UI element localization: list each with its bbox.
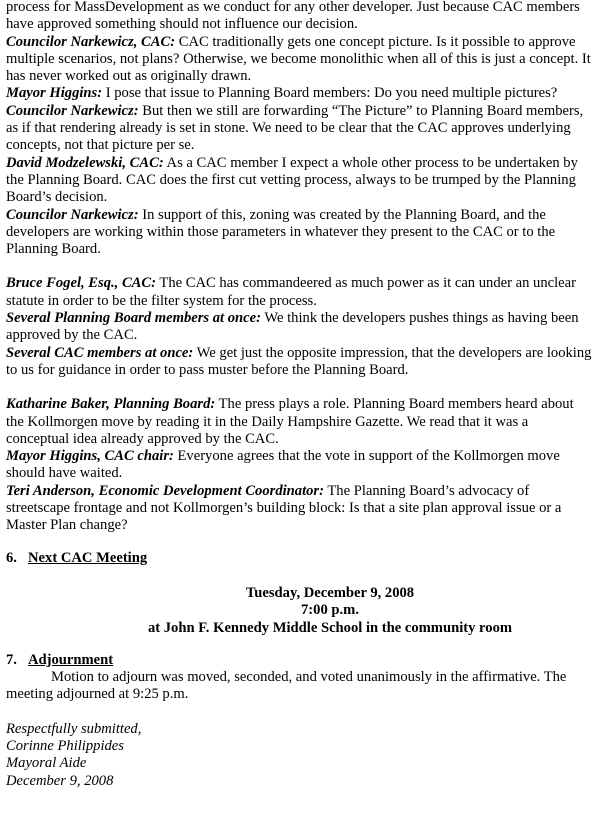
speaker-name: Several CAC members at once: [6, 344, 194, 361]
discussion-paragraph [6, 275, 594, 310]
meeting-time: 7:00 p.m. [301, 602, 359, 619]
speaker-name: Councilor Narkewicz, CAC: [6, 33, 176, 50]
discussion-paragraph [6, 0, 594, 34]
document-page [6, 0, 594, 790]
speaker-statement: The Planning Board’s advocacy of streetscape frontage and not Kollmorgen’s building block: Is that a site plan approval issue or a Master Plan change? [6, 482, 562, 534]
speaker-name: David Modzelewski, CAC: [6, 154, 164, 171]
speaker-name: Mayor Higgins: [6, 85, 103, 102]
speaker-name: Several Planning Board members at once: [6, 310, 261, 327]
speaker-name: Mayor Higgins, CAC chair: [6, 448, 174, 465]
discussion-paragraph [6, 207, 594, 259]
speaker-statement: process for MassDevelopment as we conduct for any other developer. Just because CAC members have approved something should not influence our decision. [6, 0, 580, 33]
speaker-statement: We think the developers pushes things as having been approved by the CAC. [6, 310, 579, 344]
section-number: 7. [6, 651, 17, 668]
discussion-paragraph [6, 103, 594, 155]
meeting-location: at John F. Kennedy Middle School in the community room [147, 619, 513, 636]
discussion-paragraph [6, 85, 594, 102]
speaker-statement: In support of this, zoning was created by the Planning Board, and the developers are working within those parameters in whatever they present to the CAC or to the Planning Board. [6, 206, 556, 258]
section-title: Next CAC Meeting [28, 549, 148, 566]
speaker-name: Bruce Fogel, Esq., CAC: [6, 275, 157, 292]
speaker-name: Teri Anderson, Economic Development Coordinator: [6, 482, 324, 499]
discussion-paragraph [6, 483, 594, 535]
signature-closing: Respectfully submitted, [6, 720, 142, 737]
meeting-details [66, 585, 594, 637]
speaker-statement: I pose that issue to Planning Board members: Do you need multiple pictures? [102, 85, 558, 102]
signature-date: December 9, 2008 [6, 772, 114, 789]
section-number: 6. [6, 549, 17, 566]
speaker-statement: But then we still are forwarding “The Picture” to Planning Board members, as if that rendering already is set in stone. We need to be clear that the CAC approves underlying concepts, not that picture per se. [6, 102, 584, 154]
signature-role: Mayoral Aide [6, 755, 87, 772]
discussion-paragraph [6, 310, 594, 345]
speaker-name: Councilor Narkewicz: [6, 206, 139, 223]
discussion-paragraph [6, 155, 594, 207]
section-heading-adjournment [6, 652, 594, 669]
speaker-name: Katharine Baker, Planning Board: [6, 396, 216, 413]
section-heading-next-meeting [6, 550, 594, 567]
adjournment-text: Motion to adjourn was moved, seconded, and voted unanimously in the affirmative. The meeting adjourned at 9:25 p.m. [6, 669, 567, 703]
discussion-paragraph [6, 448, 594, 483]
signature-block [6, 721, 594, 790]
discussion-paragraph [6, 34, 594, 86]
discussion-paragraph [6, 396, 594, 448]
speaker-statement: The CAC has commandeered as much power as it can under an unclear statute in order to be the filter system for the process. [6, 275, 576, 309]
section-title: Adjournment [28, 651, 114, 668]
speaker-statement: The press plays a role. Planning Board members heard about the Kollmorgen move by reading it in the Daily Hampshire Gazette. We read that it was a conceptual idea already approved by the CAC. [6, 396, 574, 447]
speaker-statement: CAC traditionally gets one concept picture. Is it possible to approve multiple scenarios, not plans? Otherwise, we become monolithic when all of this is just a concept. It has never worked out as originally drawn. [6, 33, 591, 85]
speaker-statement: Everyone agrees that the vote in support of the Kollmorgen move should have waited. [6, 448, 560, 482]
meeting-date: Tuesday, December 9, 2008 [245, 584, 415, 601]
minutes-discussion [6, 0, 594, 535]
speaker-statement: As a CAC member I expect a whole other process to be undertaken by the Planning Board. CAC does the first cut vetting process, always to be trumped by the Planning Board’s decision. [6, 154, 578, 206]
speaker-statement: We get just the opposite impression, that the developers are looking to us for guidance in order to pass muster before the Planning Board. [6, 344, 592, 378]
speaker-name: Councilor Narkewicz: [6, 102, 139, 119]
signature-name: Corinne Philippides [6, 737, 124, 754]
discussion-paragraph [6, 345, 594, 380]
